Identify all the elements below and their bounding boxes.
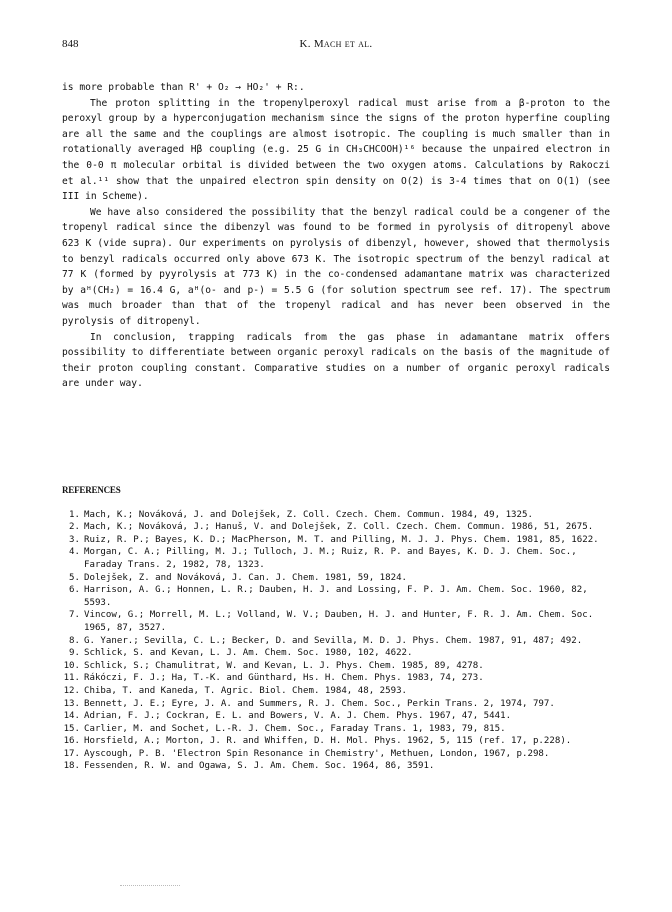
reference-number: 2. (69, 522, 80, 533)
reference-number: 16. (63, 736, 80, 747)
reference-item (62, 735, 610, 748)
reference-number: 17. (63, 748, 80, 759)
paragraph-benzyl-radical: We have also considered the possibility that the benzyl radical could be a congener of the tropenyl radical since the dibenzyl was found to be formed in pyrolysis of ditropenyl above 623 K (vide supra). Our experiments on pyrolysis of dibenzyl, however, showed that thermolysis to benzyl radicals occurred only above 673 K. The isotropic spectrum of the benzyl radical at 77 K (formed by pyyrolysis at 773 K) in the co-condensed adamantane matrix was characterized by aᴴ(CH₂) = 16.4 G, aᴴ(o- and p-) = 5.5 G (for solution spectrum see ref. 17). The spectrum was much broader than that of the tropenyl radical and has never been observed in the pyrolysis of ditropenyl. (62, 206, 610, 327)
reference-item (62, 534, 610, 547)
reference-text: Mach, K.; Nováková, J.; Hanuš, V. and Dolejšek, Z. Coll. Czech. Chem. Commun. 1986, 51, 2675. (84, 522, 594, 533)
reference-text: Schlick, S.; Chamulitrat, W. and Kevan, L. J. Phys. Chem. 1985, 89, 4278. (84, 660, 484, 671)
reference-number: 9. (69, 648, 80, 659)
reference-text: Dolejšek, Z. and Nováková, J. Can. J. Chem. 1981, 59, 1824. (84, 572, 408, 583)
paragraph-proton-splitting: The proton splitting in the tropenylperoxyl radical must arise from a β-proton to the peroxyl group by a hyperconjugation mechanism since the signs of the proton hyperfine coupling are all the same and the couplings are almost isotropic. The coupling is much smaller than in rotationally averaged Hβ coupling (e.g. 25 G in CH₃CHCOOH)¹⁶ because the unpaired electron in the 0-0 π molecular orbital is divided between the two oxygen atoms. Calculations by Rakoczi et al.¹¹ show that the unpaired electron spin density on O(2) is 3-4 times that on O(1) (see III in Scheme). (62, 97, 610, 203)
reference-number: 6. (69, 585, 80, 596)
reference-item (62, 509, 610, 522)
reference-item (62, 635, 610, 648)
reference-text: Chiba, T. and Kaneda, T. Agric. Biol. Chem. 1984, 48, 2593. (84, 685, 408, 696)
reference-number: 1. (69, 509, 80, 520)
reference-number: 15. (63, 723, 80, 734)
reference-text: Fessenden, R. W. and Ogawa, S. J. Am. Chem. Soc. 1964, 86, 3591. (84, 761, 435, 772)
reference-number: 18. (63, 761, 80, 772)
reference-text: Morgan, C. A.; Pilling, M. J.; Tulloch, J. M.; Ruiz, R. P. and Bayes, K. D. J. Chem. Soc., Faraday Trans. 2, 1982, 78, 1323. (84, 547, 577, 570)
reference-item (62, 572, 610, 585)
reference-item (62, 647, 610, 660)
reference-item (62, 584, 610, 609)
reference-item (62, 609, 610, 634)
reference-text: Mach, K.; Nováková, J. and Dolejšek, Z. Coll. Czech. Chem. Commun. 1984, 49, 1325. (84, 509, 533, 520)
reference-number: 3. (69, 534, 80, 545)
reference-text: Bennett, J. E.; Eyre, J. A. and Summers, R. J. Chem. Soc., Perkin Trans. 2, 1974, 797. (84, 698, 555, 709)
reference-item (62, 710, 610, 723)
reference-item (62, 672, 610, 685)
reference-text: Horsfield, A.; Morton, J. R. and Whiffen, D. H. Mol. Phys. 1962, 5, 115 (ref. 17, p.228). (84, 736, 572, 747)
reference-text: Carlier, M. and Sochet, L.-R. J. Chem. Soc., Faraday Trans. 1, 1983, 79, 815. (84, 723, 506, 734)
reference-item (62, 521, 610, 534)
reference-number: 12. (63, 685, 80, 696)
reference-item (62, 723, 610, 736)
reference-text: Schlick, S. and Kevan, L. J. Am. Chem. Soc. 1980, 102, 4622. (84, 648, 413, 659)
reference-text: G. Yaner.; Sevilla, C. L.; Becker, D. and Sevilla, M. D. J. Phys. Chem. 1987, 91, 487; 492. (84, 635, 583, 646)
reference-number: 13. (63, 698, 80, 709)
reference-text: Adrian, F. J.; Cockran, E. L. and Bowers, V. A. J. Chem. Phys. 1967, 47, 5441. (84, 711, 512, 722)
references-heading: REFERENCES (62, 485, 121, 495)
reference-text: Ruiz, R. P.; Bayes, K. D.; MacPherson, M. T. and Pilling, M. J. J. Phys. Chem. 1981, 85, 1622. (84, 534, 599, 545)
body-text (62, 80, 610, 392)
reference-text: Harrison, A. G.; Honnen, L. R.; Dauben, H. J. and Lossing, F. P. J. Am. Chem. Soc. 1960, 82, 5593. (84, 585, 588, 608)
paragraph-continuation: is more probable than R' + O₂ → HO₂' + R:. (62, 82, 305, 93)
reference-number: 5. (69, 572, 80, 583)
reference-number: 14. (63, 711, 80, 722)
reference-number: 4. (69, 547, 80, 558)
reference-text: Rákóczi, F. J.; Ha, T.-K. and Günthard, Hs. H. Chem. Phys. 1983, 74, 273. (84, 673, 484, 684)
page-number: 848 (62, 38, 79, 50)
reference-item (62, 698, 610, 711)
reference-item (62, 660, 610, 673)
reference-text: Ayscough, P. B. 'Electron Spin Resonance in Chemistry', Methuen, London, 1967, p.298. (84, 748, 550, 759)
reference-number: 11. (63, 673, 80, 684)
paragraph-conclusion: In conclusion, trapping radicals from the gas phase in adamantane matrix offers possibility to differentiate between organic peroxyl radicals on the basis of the magnitude of their proton coupling constant. Comparative studies on a number of organic peroxyl radicals are under way. (62, 331, 610, 390)
reference-item (62, 748, 610, 761)
reference-item (62, 685, 610, 698)
reference-item (62, 760, 610, 773)
reference-number: 8. (69, 635, 80, 646)
reference-number: 7. (69, 610, 80, 621)
reference-text: Vincow, G.; Morrell, M. L.; Volland, W. V.; Dauben, H. J. and Hunter, F. R. J. Am. Chem. Soc. 1965, 87, 3527. (84, 610, 594, 633)
running-title: K. Mach et al. (299, 38, 373, 50)
references-section (62, 484, 610, 773)
references-list (62, 509, 610, 773)
reference-item (62, 546, 610, 571)
reference-number: 10. (63, 660, 80, 671)
page-header (62, 38, 610, 52)
footer-mark (120, 885, 180, 886)
